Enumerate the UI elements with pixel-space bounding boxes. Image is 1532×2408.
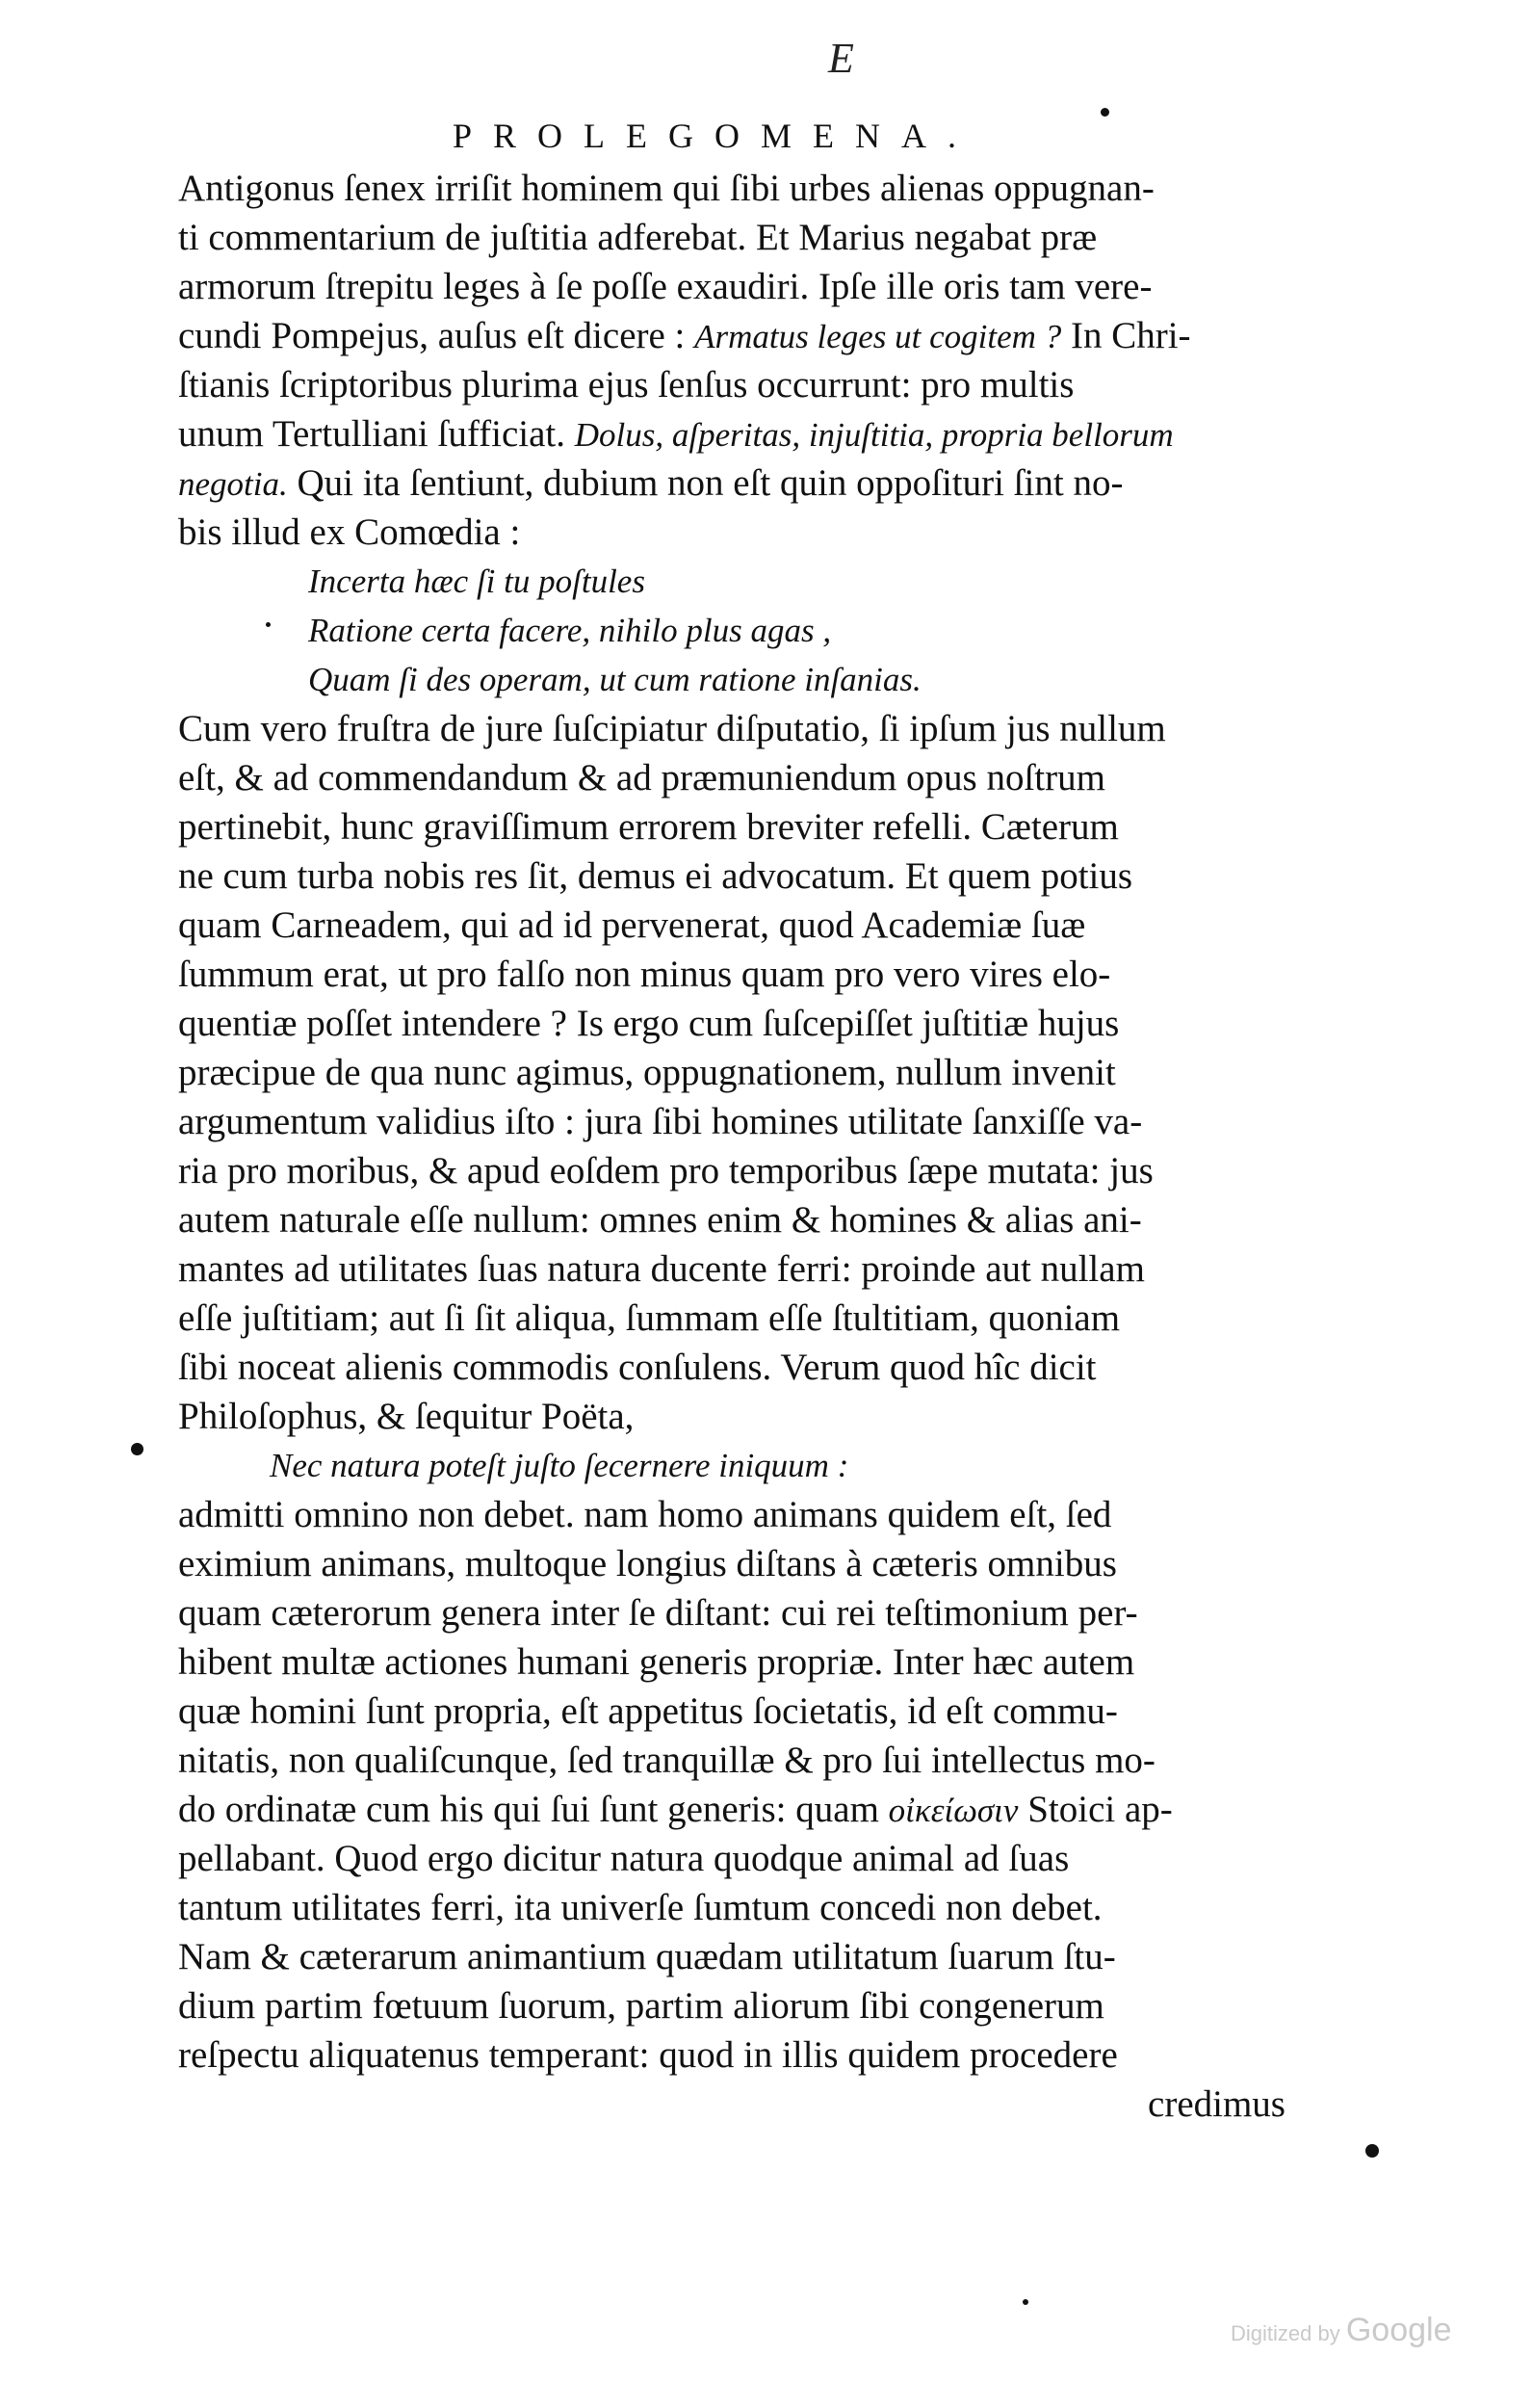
text-line: [178, 458, 1285, 508]
text-run: quam cæterorum genera inter ſe diſtant: cui rei teſtimonium per-: [178, 1592, 1138, 1634]
text-line: [178, 409, 1285, 458]
text-line: [178, 2030, 1285, 2080]
text-run: Incerta hæc ſi tu poſtules: [308, 563, 645, 600]
text-run: In Chri-: [1061, 315, 1191, 356]
text-line: [178, 753, 1285, 802]
text-run: reſpectu aliquatenus temperant: quod in illis quidem procedere: [178, 2034, 1118, 2076]
text-run: ſibi noceat alienis commodis conſulens. Verum quod hîc dicit: [178, 1347, 1097, 1388]
text-line: [178, 1736, 1285, 1785]
watermark-prefix: Digitized by: [1231, 2321, 1340, 2345]
text-line: [178, 508, 1285, 557]
text-line: [178, 311, 1285, 360]
text-run: unum Tertulliani ſufficiat.: [178, 413, 575, 455]
signature-mark: E: [828, 35, 854, 82]
text-line: [178, 1097, 1285, 1146]
text-run: admitti omnino non debet. nam homo animans quidem eſt, ſed: [178, 1494, 1112, 1535]
verse-line: [178, 557, 1285, 606]
text-run: eſſe juſtitiam; aut ſi ſit aliqua, ſummam eſſe ſtultitiam, quoniam: [178, 1297, 1121, 1339]
text-run: Philoſophus, & ſequitur Poëta,: [178, 1396, 635, 1437]
text-line: [178, 999, 1285, 1048]
text-line: [178, 213, 1285, 262]
text-run: ſummum erat, ut pro falſo non minus quam pro vero vires elo-: [178, 954, 1111, 995]
text-run: quentiæ poſſet intendere ? Is ergo cum ſuſcepiſſet juſtitiæ hujus: [178, 1003, 1120, 1044]
text-line: [178, 360, 1285, 409]
text-run: credimus: [1148, 2083, 1285, 2125]
italic-run: Armatus leges ut cogitem ?: [694, 318, 1062, 355]
text-line: [178, 1785, 1285, 1834]
verse-line: [178, 606, 1285, 655]
text-line: [178, 164, 1285, 213]
text-run: armorum ſtrepitu leges à ſe poſſe exaudiri. Ipſe ille oris tam vere-: [178, 266, 1153, 307]
digitized-watermark: [1231, 2312, 1451, 2349]
text-line: [178, 1490, 1285, 1539]
text-line: [178, 1244, 1285, 1294]
text-run: mantes ad utilitates ſuas natura ducente ferri: proinde aut nullam: [178, 1248, 1145, 1290]
verse-line: [178, 655, 1285, 704]
text-run: Qui ita ſentiunt, dubium non eſt quin oppoſituri ſint no-: [287, 462, 1124, 504]
text-line: [178, 1146, 1285, 1195]
ink-speck: [1023, 2299, 1028, 2305]
text-line: [178, 1048, 1285, 1097]
google-logo: Google: [1345, 2312, 1452, 2348]
body-text: [178, 164, 1285, 2129]
text-line: [178, 851, 1285, 901]
text-run: præcipue de qua nunc agimus, oppugnationem, nullum invenit: [178, 1052, 1116, 1093]
italic-run: οἰκείωσιν: [888, 1792, 1019, 1829]
text-line: [178, 1834, 1285, 1883]
text-run: tantum utilitates ferri, ita univerſe ſumtum concedi non debet.: [178, 1887, 1103, 1928]
text-run: Ratione certa facere, nihilo plus agas ,: [308, 612, 832, 649]
italic-run: negotia.: [178, 465, 288, 503]
text-run: ti commentarium de juſtitia adferebat. Et Marius negabat præ: [178, 217, 1098, 258]
text-line: [178, 1883, 1285, 1932]
text-run: quæ homini ſunt propria, eſt appetitus ſocietatis, id eſt commu-: [178, 1690, 1118, 1732]
text-line: [178, 1932, 1285, 1981]
text-run: Cum vero fruſtra de jure ſuſcipiatur diſputatio, ſi ipſum jus nullum: [178, 708, 1166, 749]
ink-speck: [1365, 2144, 1379, 2158]
text-run: hibent multæ actiones humani generis propriæ. Inter hæc autem: [178, 1641, 1135, 1683]
text-line: [178, 1392, 1285, 1441]
text-run: Quam ſi des operam, ut cum ratione inſanias.: [308, 661, 922, 698]
text-run: Antigonus ſenex irriſit hominem qui ſibi urbes alienas oppugnan-: [178, 168, 1155, 209]
verse-line: [178, 1441, 1285, 1490]
text-run: eſt, & ad commendandum & ad præmuniendum opus noſtrum: [178, 757, 1105, 798]
text-line: [178, 1195, 1285, 1244]
text-run: eximium animans, multoque longius diſtans à cæteris omnibus: [178, 1543, 1117, 1584]
text-line: [178, 1343, 1285, 1392]
text-run: pellabant. Quod ergo dicitur natura quodque animal ad ſuas: [178, 1838, 1070, 1879]
text-run: ſtianis ſcriptoribus plurima ejus ſenſus occurrunt: pro multis: [178, 364, 1075, 406]
italic-run: Dolus, aſperitas, injuſtitia, propria bellorum: [574, 416, 1174, 454]
text-line: [178, 802, 1285, 851]
text-line: [178, 950, 1285, 999]
text-run: argumentum validius iſto : jura ſibi homines utilitate ſanxiſſe va-: [178, 1101, 1143, 1142]
text-run: Stoici ap-: [1018, 1789, 1173, 1830]
text-run: Nec natura poteſt juſto ſecernere iniquum :: [270, 1447, 849, 1484]
text-run: do ordinatæ cum his qui ſui ſunt generis: quam: [178, 1789, 889, 1830]
text-line: [178, 901, 1285, 950]
text-run: ne cum turba nobis res ſit, demus ei advocatum. Et quem potius: [178, 855, 1133, 897]
ink-speck: [266, 622, 271, 627]
text-run: autem naturale eſſe nullum: omnes enim & homines & alias ani-: [178, 1199, 1142, 1241]
text-line: [178, 1588, 1285, 1637]
text-line: [178, 1687, 1285, 1736]
text-line: [178, 1294, 1285, 1343]
text-line: [178, 1981, 1285, 2030]
text-run: Nam & cæterarum animantium quædam utilitatum ſuarum ſtu-: [178, 1936, 1116, 1977]
text-run: pertinebit, hunc graviſſimum errorem breviter refelli. Cæterum: [178, 806, 1119, 848]
text-line: [178, 1637, 1285, 1687]
text-run: bis illud ex Comœdia :: [178, 511, 521, 553]
text-run: ria pro moribus, & apud eoſdem pro temporibus ſæpe mutata: jus: [178, 1150, 1154, 1191]
running-head: PROLEGOMENA.: [453, 117, 978, 155]
text-run: dium partim fœtuum ſuorum, partim aliorum ſibi congenerum: [178, 1985, 1104, 2027]
text-run: nitatis, non qualiſcunque, ſed tranquillæ & pro ſui intellectus mo-: [178, 1740, 1155, 1781]
text-line: [178, 2080, 1285, 2129]
ink-speck: [131, 1443, 143, 1455]
text-line: [178, 1539, 1285, 1588]
ink-speck: [1101, 108, 1109, 117]
text-run: cundi Pompejus, auſus eſt dicere :: [178, 315, 695, 356]
text-run: quam Carneadem, qui ad id pervenerat, quod Academiæ ſuæ: [178, 904, 1086, 946]
text-line: [178, 704, 1285, 753]
text-line: [178, 262, 1285, 311]
